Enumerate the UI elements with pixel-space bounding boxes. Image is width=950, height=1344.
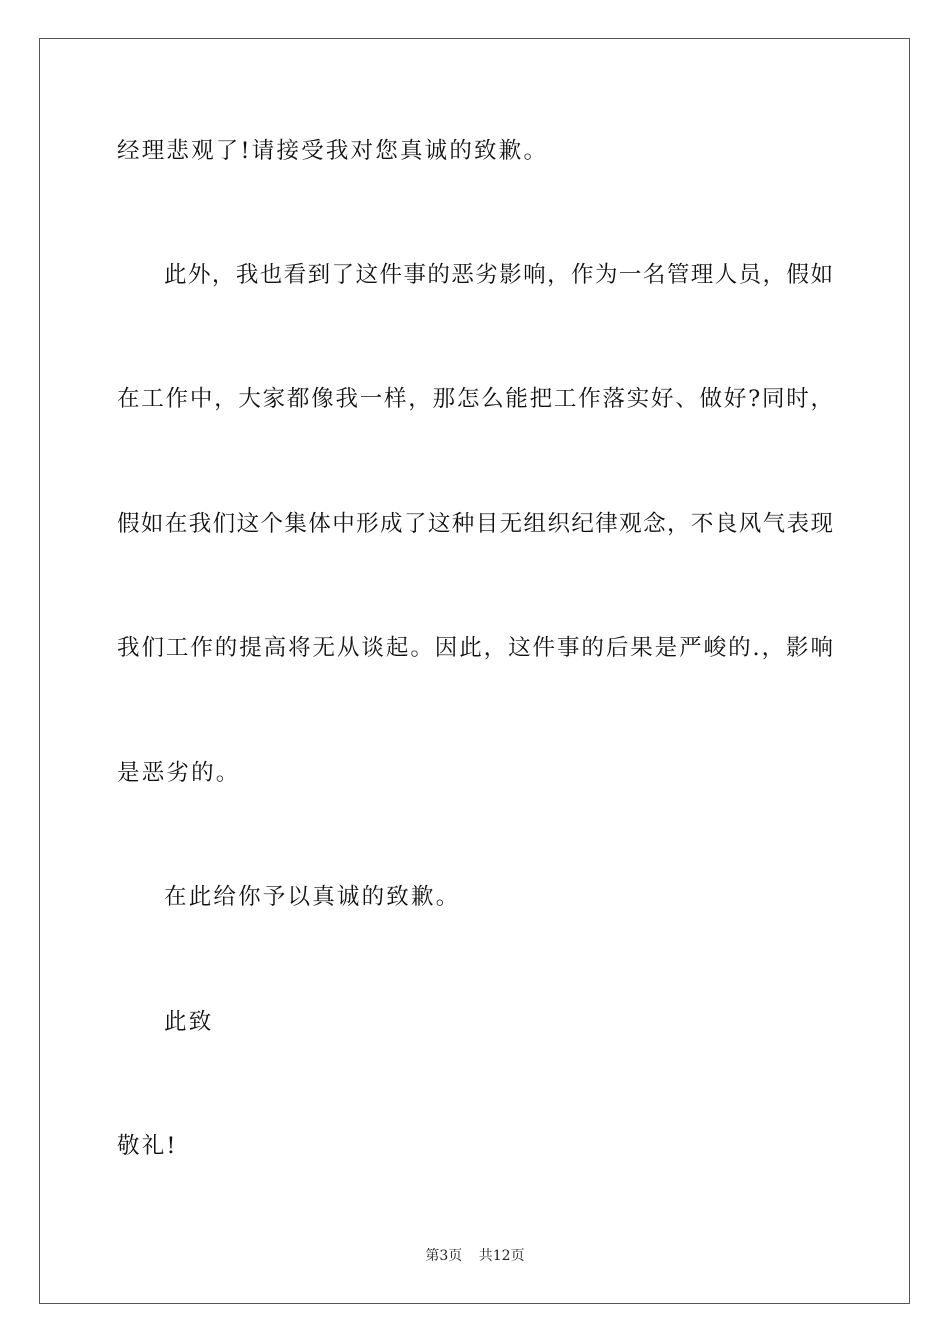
body-line-3: 在工作中，大家都像我一样，那怎么能把工作落实好、做好?同时， — [117, 386, 833, 412]
body-line-6: 是恶劣的。 — [117, 760, 241, 786]
page-footer — [0, 1247, 950, 1265]
page-frame — [39, 38, 910, 1304]
closing-regards: 敬礼! — [117, 1133, 178, 1159]
page-number: 第3页 — [425, 1248, 463, 1264]
closing-salutation: 此致 — [164, 1009, 214, 1035]
body-line-5: 我们工作的提高将无从谈起。因此，这件事的后果是严峻的.，影响 — [117, 635, 833, 661]
page-count: 共12页 — [478, 1248, 525, 1264]
body-line-7: 在此给你予以真诚的致歉。 — [164, 884, 461, 910]
body-line-4: 假如在我们这个集体中形成了这种目无组织纪律观念，不良风气表现 — [117, 511, 833, 537]
body-line-1: 经理悲观了!请接受我对您真诚的致歉。 — [117, 138, 549, 164]
body-line-2: 此外，我也看到了这件事的恶劣影响，作为一名管理人员，假如 — [164, 262, 833, 288]
